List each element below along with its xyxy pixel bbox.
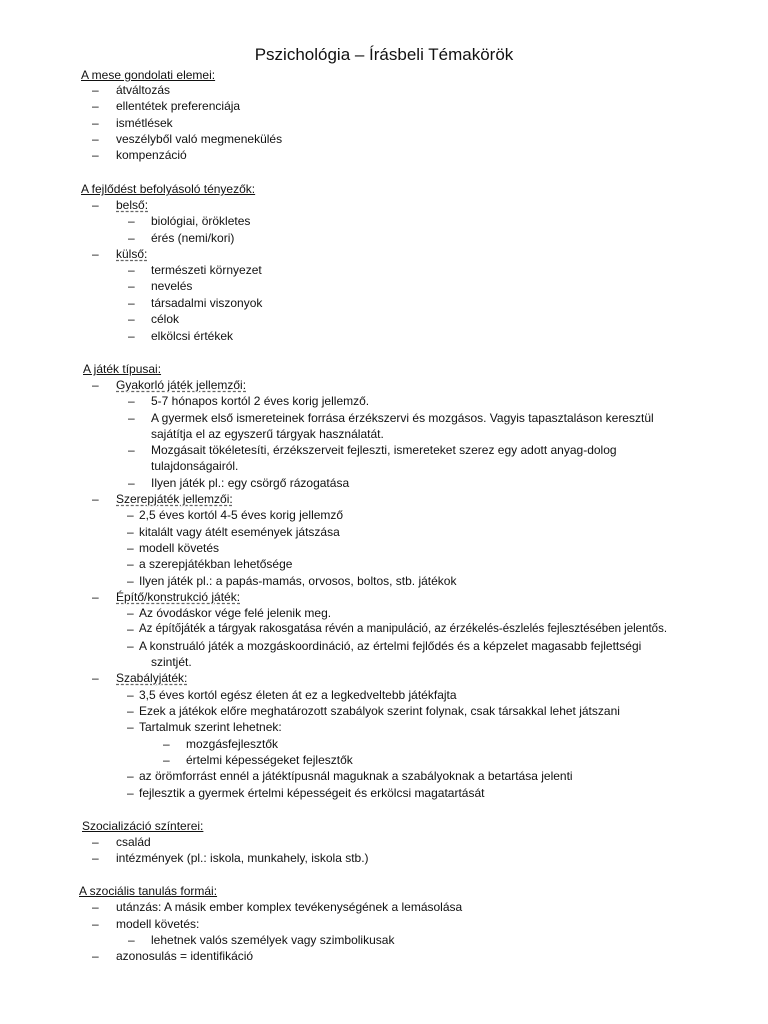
section-heading-jatek: A játék típusai: [83, 362, 162, 376]
document-page: Pszichológia – Írásbeli Témakörök A mese gondolati elemei: – átváltozás – ellentétek preferenciája – ismétlések – veszélyből való megmenekülés – kompenzáció A fejlődést befolyásoló tényezők: – belső: – biológiai, örökletes – érés (nemi/kori) – külső: – természeti környezet – nevelés – társadalmi viszonyok – célok – elkölcsi értékek A játék típusai: – Gyakorló játék jellemzői: – 5-7 hónapos kortól 2 éves korig jellemző. – A gyermek első ismereteinek forrása érzékszervi és mozgásos. Vagyis tapasztaláson keresztül sajátítja el az egyszerű tárgyak használatát. – Mozgásait tökéletesíti, érzékszerveit fejleszti, ismereteket szerez egy adott anyag-dolog tulajdonságairól. – Ilyen játék pl.: egy csörgő rázogatása – Szerepjáték jellemzői: – 2,5 éves kortól 4-5 éves korig jellemző – kitalált vagy átélt események játszása – modell követés – a szerepjátékban lehetősége – Ilyen játék pl.: a papás-mamás, orvosos, boltos, stb. játékok – Építő/konstrukció játék: – Az óvodáskor vége felé jelenik meg. – Az építőjáték a tárgyak rakosgatása révén a manipuláció, az érzékelés-észlelés fejlesztésében jelentős. – A konstruáló játék a mozgáskoordináció, az értelmi fejlődés és a képzelet magasabb fejlettségi szintjét. – Szabályjáték: – 3,5 éves kortól egész életen át ez a legkedveltebb játékfajta – Ezek a játékok előre meghatározott szabályok szerint folynak, csak társakkal lehet játszani – Tartalmuk szerint lehetnek: – mozgásfejlesztők – értelmi képességeket fejlesztők – az örömforrást ennél a játéktípusnál maguknak a szabályoknak a betartása jelenti – fejlesztik a gyermek értelmi képességeit és erkölcsi magatartását Szocializáció színterei: – család – intézmények (pl.: iskola, munkahely, iskola stb.) A szociális tanulás formái: – utánzás: A másik ember komplex tevékenységének a lemásolása – modell követés: – lehetnek valós személyek vagy szimbolikusak – azonosulás = identifikáció [0, 0, 768, 1024]
section-heading-szocializacio: Szocializáció színterei: [82, 819, 204, 833]
section-heading-szocialis-tanulas: A szociális tanulás formái: [79, 884, 218, 898]
page-title: Pszichológia – Írásbeli Témakörök [254, 45, 514, 64]
section-heading-fejlodes: A fejlődést befolyásoló tényezők: [81, 182, 256, 196]
section-heading-mese: A mese gondolati elemei: [81, 68, 216, 82]
